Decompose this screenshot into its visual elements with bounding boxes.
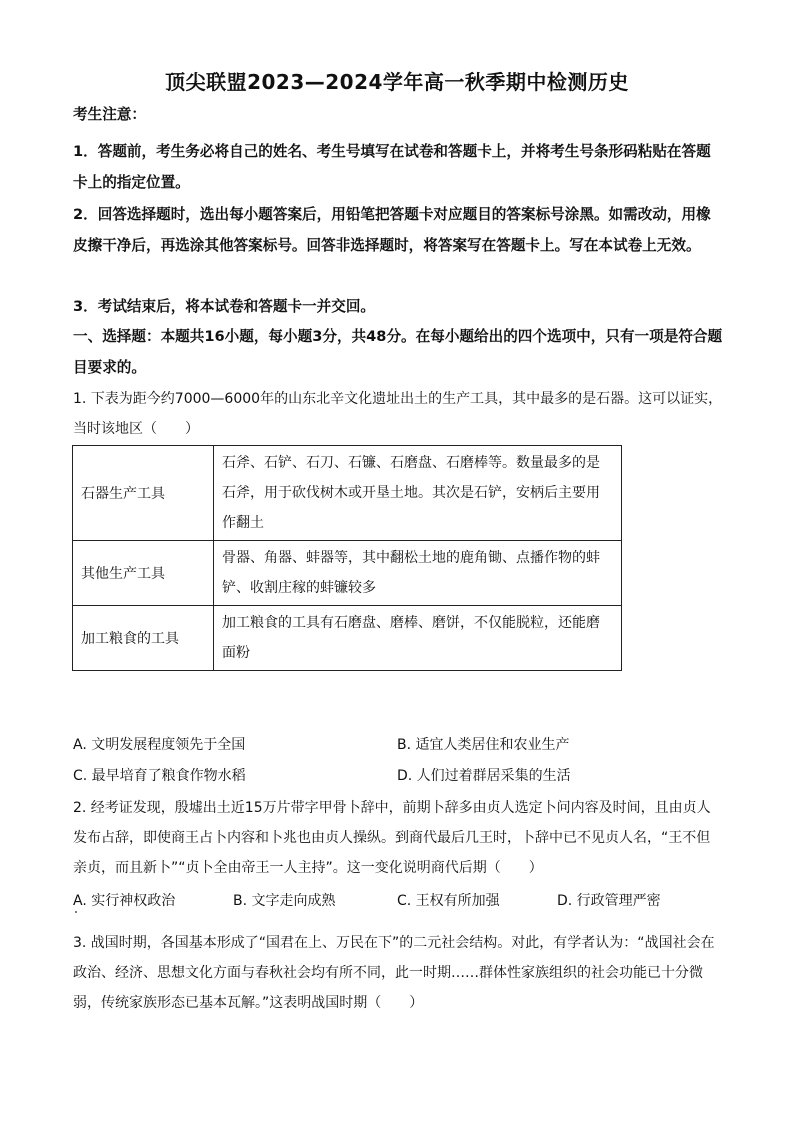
- section-heading: 一、选择题：本题共16小题，每小题3分，共48分。在每小题给出的四个选项中，只有一项是符合题目要求的。: [73, 328, 723, 376]
- question-2-stem: 2. 经考证发现，殷墟出土近15万片带字甲骨卜辞中，前期卜辞多由贞人选定卜问内容及时间，且由贞人发布占辞，即使商王占卜内容和卜兆也由贞人操纵。到商代最后几王时，卜辞中已不见贞人名，“王不但亲贞，而且新卜”“贞卜全由帝王一人主持”。这一变化说明商代后期（ ）: [73, 800, 711, 876]
- q2-option-d: D. 行政管理严密: [557, 893, 661, 909]
- table-row: [73, 446, 622, 541]
- q1-option-d: D. 人们过着群居采集的生活: [397, 768, 571, 784]
- question-1-stem: 1. 下表为距今约7000—6000年的山东北辛文化遗址出土的生产工具，其中最多的是石器。这可以证实，当时该地区（ ）: [73, 391, 723, 437]
- exam-title: 顶尖联盟2023—2024学年高一秋季期中检测历史: [165, 70, 629, 94]
- table-row-text: 骨器、角器、蚌器等，其中翻松土地的鹿角锄、点播作物的蚌铲、收割庄稼的蚌镰较多: [214, 541, 622, 606]
- q2-option-b: B. 文字走向成熟: [233, 893, 336, 909]
- q1-option-c: C. 最早培育了粮食作物水稻: [73, 768, 246, 784]
- notice-heading: 考生注意：: [73, 106, 146, 123]
- tools-table: [72, 445, 622, 671]
- q2-option-a: A. 实行神权政治: [73, 893, 176, 909]
- table-row: [73, 606, 622, 671]
- question-3-stem: 3. 战国时期，各国基本形成了“国君在上、万民在下”的二元社会结构。对此，有学者认为：“战国社会在政治、经济、思想文化方面与春秋社会均有所不同，此一时期……群体性家族组织的社会功能已十分微弱，传统家族形态已基本瓦解。”这表明战国时期（ ）: [73, 935, 715, 1011]
- table-row-label: 石器生产工具: [73, 446, 214, 541]
- q1-option-a: A. 文明发展程度领先于全国: [73, 737, 246, 753]
- stray-mark: [75, 911, 77, 913]
- table-row-label: 其他生产工具: [73, 541, 214, 606]
- notice-item-1: 1．答题前，考生务必将自己的姓名、考生号填写在试卷和答题卡上，并将考生号条形码粘贴在答题卡上的指定位置。: [73, 143, 711, 191]
- table-row-label: 加工粮食的工具: [73, 606, 214, 671]
- notice-item-2: 2．回答选择题时，选出每小题答案后，用铅笔把答题卡对应题目的答案标号涂黑。如需改动，用橡皮擦干净后，再选涂其他答案标号。回答非选择题时，将答案写在答题卡上。写在本试卷上无效。: [73, 206, 711, 254]
- table-row: [73, 541, 622, 606]
- q1-option-b: B. 适宜人类居住和农业生产: [397, 737, 570, 753]
- q2-option-c: C. 王权有所加强: [397, 893, 500, 909]
- table-row-text: 加工粮食的工具有石磨盘、磨棒、磨饼，不仅能脱粒，还能磨面粉: [214, 606, 622, 671]
- notice-item-3: 3．考试结束后，将本试卷和答题卡一并交回。: [73, 298, 376, 315]
- table-row-text: 石斧、石铲、石刀、石镰、石磨盘、石磨棒等。数量最多的是石斧，用于砍伐树木或开垦土地。其次是石铲，安柄后主要用作翻土: [214, 446, 622, 541]
